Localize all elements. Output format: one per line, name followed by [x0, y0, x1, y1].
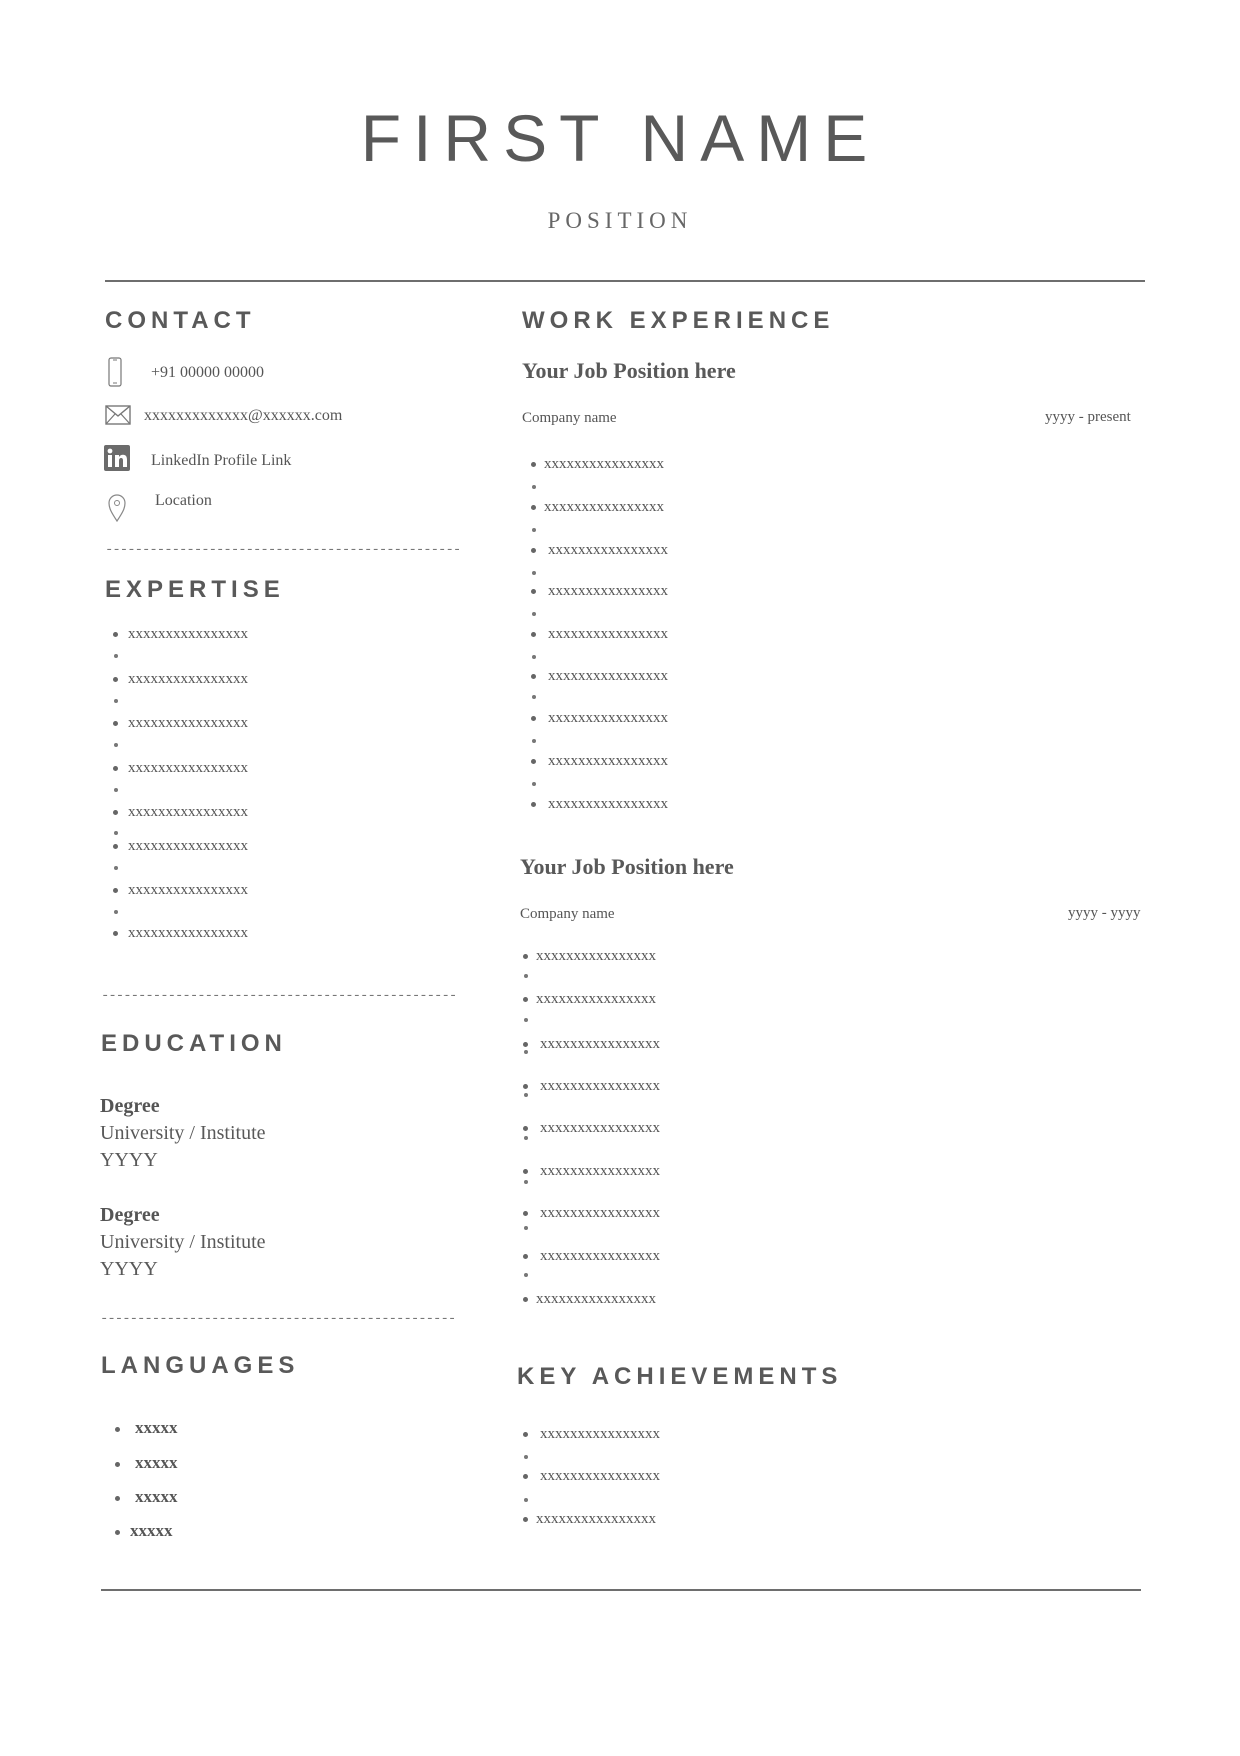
empty-bullet: [524, 1455, 528, 1459]
empty-bullet: [114, 910, 118, 914]
divider-dashes: ------------------------------------------------: [100, 1311, 456, 1327]
empty-bullet: [114, 866, 118, 870]
institute: University / Institute: [100, 1231, 266, 1253]
education-heading: EDUCATION: [101, 1030, 287, 1057]
empty-bullet: [524, 1498, 528, 1502]
empty-bullet: [524, 1050, 528, 1054]
education-entry: [100, 1093, 266, 1174]
empty-bullet: [524, 1226, 528, 1230]
empty-bullet: [532, 485, 536, 489]
contact-linkedin[interactable]: LinkedIn Profile Link: [151, 452, 292, 469]
work-experience-heading: WORK EXPERIENCE: [522, 307, 835, 334]
language-item: xxxxx: [115, 1453, 178, 1473]
empty-bullet: [532, 612, 536, 616]
degree: Degree: [100, 1095, 160, 1117]
list-item: xxxxxxxxxxxxxxxx: [523, 1079, 660, 1094]
empty-bullet: [524, 1018, 528, 1022]
location-pin-icon: [107, 493, 127, 523]
job-dates: yyyy - present: [1045, 409, 1131, 425]
job-title: Your Job Position here: [522, 358, 736, 383]
contact-location: Location: [155, 492, 212, 509]
empty-bullet: [114, 788, 118, 792]
list-item: xxxxxxxxxxxxxxxx: [113, 926, 248, 941]
language-item: xxxxx: [115, 1418, 178, 1438]
empty-bullet: [532, 782, 536, 786]
list-item: xxxxxxxxxxxxxxxx: [113, 627, 248, 642]
list-item: xxxxxxxxxxxxxxxx: [523, 1292, 656, 1307]
divider-dashes: ------------------------------------------------: [101, 988, 457, 1004]
bottom-divider: [101, 1589, 1141, 1591]
list-item: xxxxxxxxxxxxxxxx: [523, 1469, 660, 1484]
mail-icon: [105, 405, 131, 425]
empty-bullet: [524, 1093, 528, 1097]
list-item: xxxxxxxxxxxxxxxx: [531, 584, 668, 599]
list-item: xxxxxxxxxxxxxxxx: [523, 1037, 660, 1052]
list-item: xxxxxxxxxxxxxxxx: [531, 754, 668, 769]
job-dates: yyyy - yyyy: [1068, 905, 1141, 921]
list-item: xxxxxxxxxxxxxxxx: [531, 797, 668, 812]
contact-phone: +91 00000 00000: [151, 364, 265, 381]
empty-bullet: [524, 974, 528, 978]
year: YYYY: [100, 1149, 158, 1171]
degree: Degree: [100, 1204, 160, 1226]
list-item: xxxxxxxxxxxxxxxx: [523, 1249, 660, 1264]
list-item: xxxxxxxxxxxxxxxx: [113, 672, 248, 687]
list-item: xxxxxxxxxxxxxxxx: [113, 883, 248, 898]
list-item: xxxxxxxxxxxxxxxx: [113, 805, 248, 820]
year: YYYY: [100, 1258, 158, 1280]
list-item: xxxxxxxxxxxxxxxx: [523, 992, 656, 1007]
empty-bullet: [532, 528, 536, 532]
empty-bullet: [524, 1180, 528, 1184]
list-item: xxxxxxxxxxxxxxxx: [113, 839, 248, 854]
job-title: Your Job Position here: [520, 854, 734, 879]
institute: University / Institute: [100, 1122, 266, 1144]
empty-bullet: [114, 699, 118, 703]
empty-bullet: [532, 571, 536, 575]
contact-email[interactable]: xxxxxxxxxxxxx@xxxxxx.com: [144, 407, 343, 424]
phone-icon: [107, 357, 123, 387]
empty-bullet: [532, 695, 536, 699]
list-item: xxxxxxxxxxxxxxxx: [531, 543, 668, 558]
list-item: xxxxxxxxxxxxxxxx: [523, 1164, 660, 1179]
company-name: Company name: [520, 906, 615, 922]
list-item: xxxxxxxxxxxxxxxx: [531, 627, 668, 642]
empty-bullet: [532, 655, 536, 659]
education-entry: [100, 1202, 266, 1283]
empty-bullet: [524, 1273, 528, 1277]
list-item: xxxxxxxxxxxxxxxx: [531, 457, 664, 472]
top-divider: [105, 280, 1145, 282]
list-item: xxxxxxxxxxxxxxxx: [531, 500, 664, 515]
position-title: POSITION: [547, 208, 693, 233]
empty-bullet: [114, 654, 118, 658]
empty-bullet: [524, 1136, 528, 1140]
contact-heading: CONTACT: [105, 307, 256, 334]
list-item: xxxxxxxxxxxxxxxx: [113, 716, 248, 731]
empty-bullet: [114, 831, 118, 835]
company-name: Company name: [522, 410, 617, 426]
list-item: xxxxxxxxxxxxxxxx: [523, 949, 656, 964]
empty-bullet: [114, 743, 118, 747]
linkedin-icon: [104, 445, 130, 471]
languages-heading: LANGUAGES: [101, 1352, 300, 1379]
list-item: xxxxxxxxxxxxxxxx: [531, 711, 668, 726]
empty-bullet: [532, 739, 536, 743]
divider-dashes: ------------------------------------------------: [105, 542, 461, 558]
expertise-heading: EXPERTISE: [105, 576, 285, 603]
list-item: xxxxxxxxxxxxxxxx: [531, 669, 668, 684]
list-item: xxxxxxxxxxxxxxxx: [523, 1427, 660, 1442]
candidate-name: FIRST NAME: [360, 101, 880, 175]
list-item: xxxxxxxxxxxxxxxx: [523, 1206, 660, 1221]
list-item: xxxxxxxxxxxxxxxx: [523, 1512, 656, 1527]
list-item: xxxxxxxxxxxxxxxx: [523, 1121, 660, 1136]
language-item: xxxxx: [115, 1487, 178, 1507]
key-achievements-heading: KEY ACHIEVEMENTS: [517, 1363, 843, 1390]
language-item: xxxxx: [115, 1521, 173, 1541]
list-item: xxxxxxxxxxxxxxxx: [113, 761, 248, 776]
